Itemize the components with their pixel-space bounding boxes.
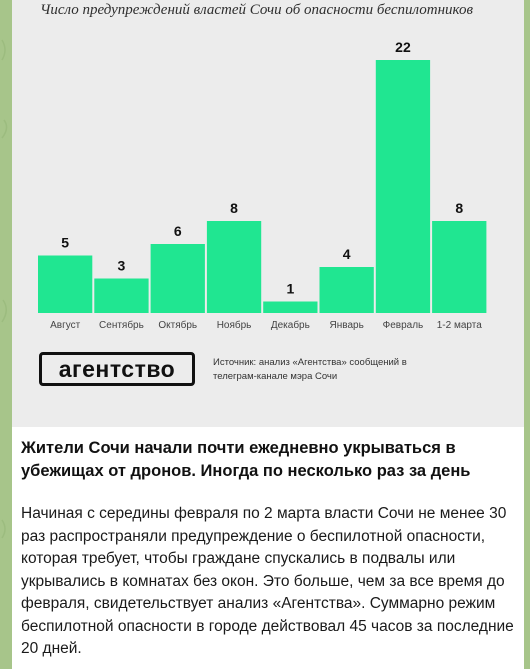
bar-5 [263, 302, 317, 314]
bar-6 [320, 267, 374, 313]
data-label-2: 3 [117, 257, 126, 274]
x-tick-label-2: Сентябрь [99, 320, 144, 331]
data-label-7: 22 [395, 39, 411, 55]
chart-title: Число предупреждений властей Сочи об опасности беспилотников [40, 2, 473, 18]
x-tick-label-4: Ноябрь [216, 320, 252, 331]
data-label-1: 5 [61, 234, 70, 251]
chart-image [12, 0, 524, 427]
x-tick-label-1: Август [50, 320, 81, 331]
bar-3 [151, 244, 205, 313]
x-tick-label-7: Февраль [382, 320, 424, 331]
post-headline: Жители Сочи начали почти ежедневно укрываться в убежищах от дронов. Иногда по несколько раз за день [21, 439, 471, 480]
data-label-8: 8 [455, 200, 464, 216]
bar-7 [376, 60, 430, 313]
source-note: Источник: анализ «Агентства» сообщений в телеграм-канале мэра Сочи [213, 357, 407, 382]
data-label-4: 8 [230, 200, 238, 216]
data-label-6: 4 [342, 246, 351, 262]
bar-4 [207, 221, 261, 313]
bar-1 [38, 256, 92, 314]
message-card [12, 0, 524, 669]
x-tick-label-5: Декабрь [270, 320, 310, 331]
bar-chart [12, 0, 524, 340]
agentstvo-logo: агентство [39, 352, 195, 386]
data-label-3: 6 [173, 223, 182, 239]
data-label-5: 1 [286, 280, 295, 297]
bar-2 [94, 279, 148, 314]
bar-8 [432, 221, 486, 313]
post-body: Начиная с середины февраля по 2 марта власти Сочи не менее 30 раз распространяли предупреждение о беспилотной опасности, которая требует, чтобы граждане спускались в подвалы или укрывались в комнатах без окон. Это больше, чем за все время до февраля, свидетельствует анализ «Агентства». Суммарно режим беспилотной опасности в городе действовал 45 часов за последние 20 дней. [21, 505, 514, 657]
x-tick-label-6: Январь [329, 320, 364, 331]
x-tick-label-3: Октябрь [158, 320, 198, 331]
x-tick-label-8: 1-2 марта [436, 320, 482, 331]
